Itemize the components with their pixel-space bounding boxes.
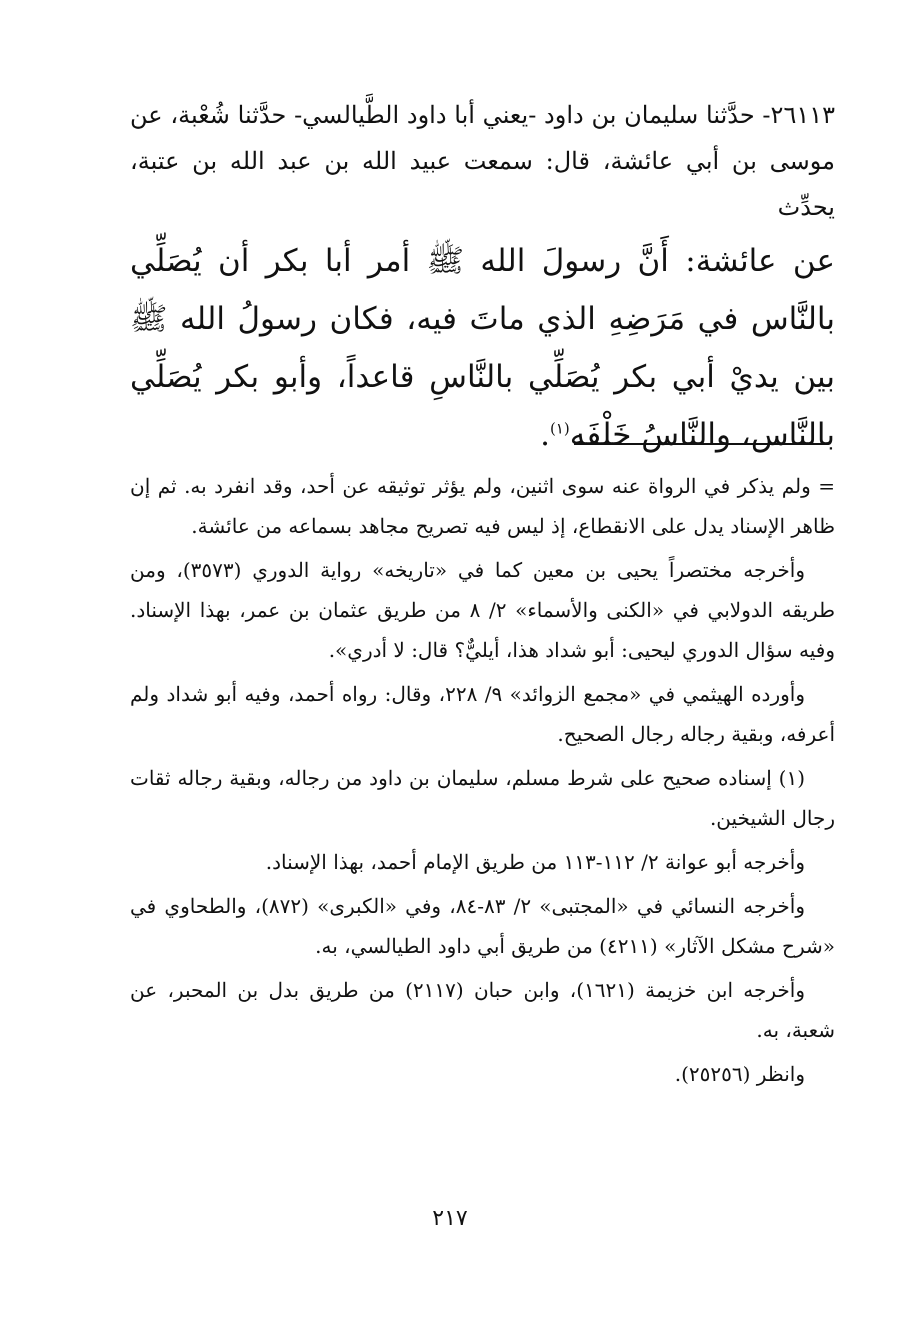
footnote-paragraph: وأخرجه أبو عوانة ٢/ ١١٢-١١٣ من طريق الإمام أحمد، بهذا الإسناد. [265,850,805,874]
matn-text: عن عائشة: أَنَّ رسولَ الله ﷺ أمر أبا بكر أن يُصَلِّي بالنَّاس في مَرَضِهِ الذي ماتَ فيه، فكان رسولُ الله ﷺ بين يديْ أبي بكر يُصَلِّي بالنَّاسِ قاعداً، وأبو بكر يُصَلِّي بالنَّاس، والنَّاسُ خَلْفَه [130,243,835,453]
footnote-marker[interactable]: (١) [549,419,570,438]
footnote-paragraph: وأخرجه ابن خزيمة (١٦٢١)، وابن حبان (٢١١٧) من طريق بدل بن المحبر، عن شعبة، به. [130,978,835,1042]
footnote-continuation: = ولم يذكر في الرواة عنه سوى اثنين، ولم يؤثر توثيقه عن أحد، وقد انفرد به. ثم إن ظاهر الإسناد يدل على الانقطاع، إذ ليس فيه تصريح مجاهد بسماعه من عائشة. [130,474,835,538]
footnote-paragraph: وأورده الهيثمي في «مجمع الزوائد» ٩/ ٢٢٨، وقال: رواه أحمد، وفيه أبو شداد ولم أعرفه، وبقية رجاله رجال الصحيح. [130,682,835,746]
footnotes [130,466,835,1098]
hadith-isnad [130,92,835,230]
page-number: ٢١٧ [432,1206,468,1231]
footnote-paragraph: (١) إسناده صحيح على شرط مسلم، سليمان بن داود من رجاله، وبقية رجاله ثقات رجال الشيخين. [130,766,835,830]
hadith-matn [130,232,835,464]
footnote-paragraph: وأخرجه مختصراً يحيى بن معين كما في «تاريخه» رواية الدوري (٣٥٧٣)، ومن طريقه الدولابي في «الكنى والأسماء» ٢/ ٨ من طريق عثمان بن عمر، بهذا الإسناد. وفيه سؤال الدوري ليحيى: أبو شداد هذا، أيليٌّ؟ قال: لا أدري». [130,558,835,662]
footnote-paragraph: وانظر (٢٥٢٥٦). [674,1062,805,1086]
isnad-text: ٢٦١١٣- حدَّثنا سليمان بن داود -يعني أبا داود الطَّيالسي- حدَّثنا شُعْبة، عن موسى بن أبي عائشة، قال: سمعت عبيد الله بن عبد الله بن عتبة، يحدِّث [130,101,835,221]
footnote-separator [574,443,826,445]
footnote-paragraph: وأخرجه النسائي في «المجتبى» ٢/ ٨٣-٨٤، وفي «الكبرى» (٨٧٢)، والطحاوي في «شرح مشكل الآثار» (٤٢١١) من طريق أبي داود الطيالسي، به. [130,894,835,958]
matn-end: . [540,417,550,453]
